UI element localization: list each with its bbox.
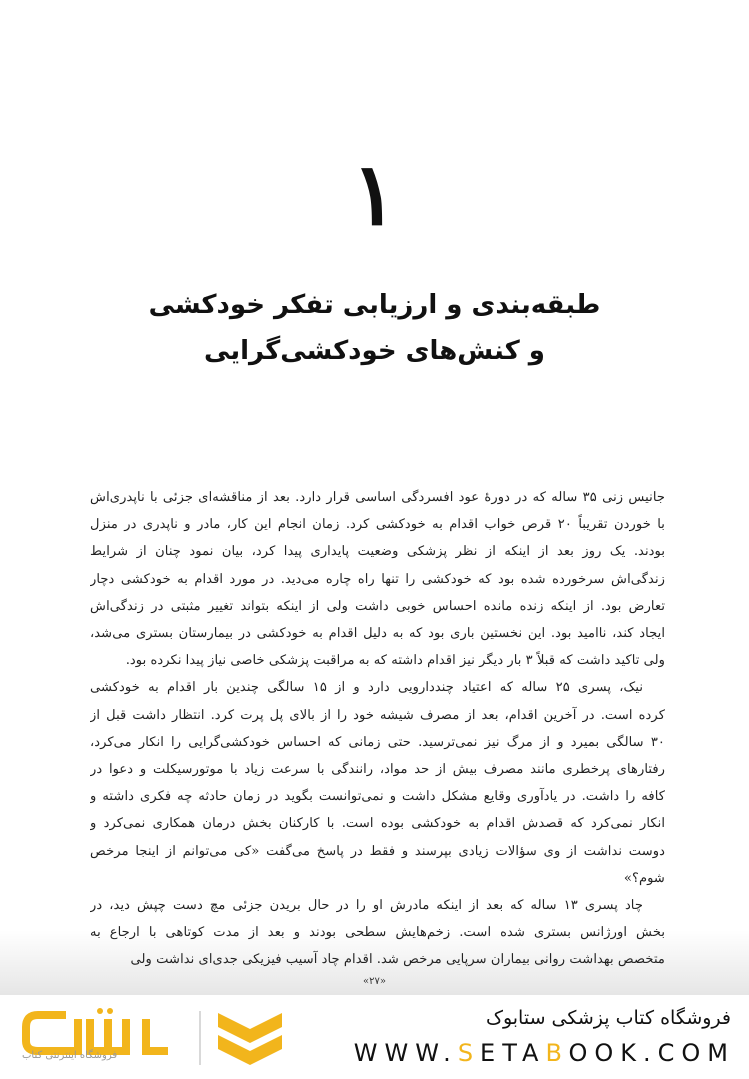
text-line: چاد پسری ۱۳ ساله که بعد از اینکه مادرش او را در حال بریدن جزئی مچ دست چپش دید، در bbox=[90, 898, 643, 914]
text-line: جانیس زنی ۳۵ ساله که در دورهٔ عود افسردگی اساسی قرار دارد. بعد از مناقشه‌ای جزئی با ناپدری‌اش bbox=[90, 490, 665, 505]
text-line: ولی تاکید داشت که قبلاً ۳ بار دیگر نیز اقدام داشته که به مراقبت پزشکی خاصی نیاز پیدا نکرده بود. bbox=[125, 653, 665, 669]
text-line: تعارض بود. از اینکه زنده مانده احساس خوبی داشت ولی از اینکه بتواند تغییر مثبتی در زندگی‌اش bbox=[90, 598, 665, 614]
body-text bbox=[90, 484, 665, 974]
text-line: بودند. یک روز بعد از اینکه از نظر پزشکی وضعیت پایداری پیدا کرد، بیان نمود چنان از شرایط bbox=[90, 544, 665, 560]
chapter-number: ۱ bbox=[351, 144, 398, 245]
text-line: با خوردن تقریباً ۲۰ قرص خواب اقدام به خودکشی کرد. زمان انجام این کار، مادر و ناپدری در منزل bbox=[90, 517, 665, 533]
chapter-title-line-1: طبقه‌بندی و ارزیابی تفکر خودکشی bbox=[148, 290, 601, 320]
text-line: بخش اورژانس بستری شده است. زخم‌هایش سطحی بودند و بعد از مدت کوتاهی با ارجاع به bbox=[90, 925, 665, 941]
text-line: نیک، پسری ۲۵ ساله که اعتیاد چنددارویی دارد و از ۱۵ سالگی چندین بار اقدام به خودکشی bbox=[90, 680, 643, 696]
text-line: انکار نمی‌کرد که قصدش اقدام به خودکشی بوده است. با کارکنان بخش درمان همکاری نمی‌کرد و bbox=[90, 816, 665, 832]
text-line: کرده است. در آخرین اقدام، بعد از مصرف شیشه خود را از بالای پل پرت کرد. انتظار داشت قبل از bbox=[90, 707, 665, 723]
text-line: رفتارهای پرخطری مانند مصرف بیش از حد مواد، رانندگی با سرعت زیاد با موتورسیکلت و دعوا در bbox=[90, 762, 665, 778]
store-url[interactable]: WWW.SETABOOK.COM bbox=[353, 1039, 735, 1067]
logo-caption: فروشگاه اینترنتی کتاب bbox=[22, 1050, 118, 1061]
text-line: ۳۰ سالگی بمیرد و از مرگ نیز نمی‌ترسید. حتی زمانی که احساس خودکشی‌گرایی را انکار می‌کرد، bbox=[90, 734, 665, 750]
chapter-title-line-2: و کنش‌های خودکشی‌گرایی bbox=[204, 336, 545, 366]
watermark-footer bbox=[0, 995, 749, 1079]
text-line: زندگی‌اش سرخورده شده بود که خودکشی را تنها راه چاره می‌دید. در مورد اقدام به خودکشی دچار bbox=[90, 571, 665, 587]
text-line: کافه را داشت. در یادآوری وقایع مشکل داشت و نمی‌توانست بگوید در زمان حادثه چه فکری داشته و bbox=[90, 789, 665, 805]
store-name: فروشگاه کتاب پزشکی ستابوک bbox=[485, 1007, 731, 1029]
text-line: دوست نداشت از وی سؤالات زیادی بپرسند و فقط در پاسخ می‌گفت «کی می‌توانم از اینجا مرخص bbox=[90, 843, 665, 859]
text-line: شوم؟» bbox=[623, 870, 665, 886]
page-number: «۲۷» bbox=[363, 976, 386, 987]
text-line: متخصص بهداشت روانی بیماران سرپایی مرخص شد. اقدام چاد آسیب فیزیکی جدی‌ای نداشت ولی bbox=[130, 952, 665, 968]
text-line: ایجاد کند، ناامید بود. این نخستین باری بود که به دلیل اقدام به خودکشی در بیمارستان بستری می‌شد، bbox=[90, 626, 665, 642]
